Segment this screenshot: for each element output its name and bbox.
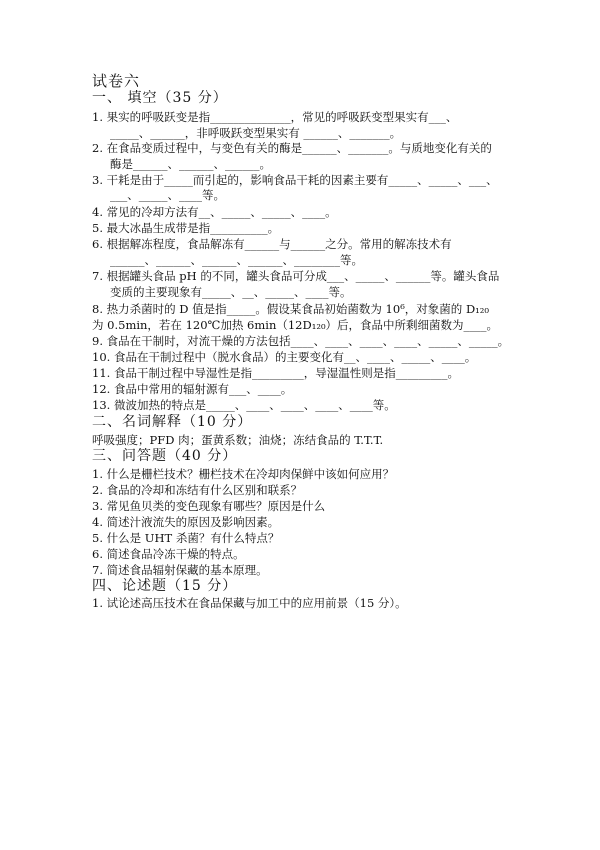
- question-line: 11. 食品干制过程中导湿性是指_________，导湿温性则是指_________。: [92, 366, 459, 380]
- question-line: _____、______，非呼吸跃变型果实有 ______、_______。: [110, 126, 402, 140]
- section-heading-fill-blank: 一、 填空（35 分）: [92, 90, 228, 106]
- question-line: 酶是______、______、______。: [110, 157, 271, 171]
- question-line: 1. 试论述高压技术在食品保藏与加工中的应用前景（15 分）。: [92, 596, 407, 610]
- question-line: 1. 果实的呼吸跃变是指______________，常见的呼吸跃变型果实有___、: [92, 110, 458, 124]
- question-line: 10. 食品在干制过程中（脱水食品）的主要变化有__、____、_____、____。: [92, 350, 477, 364]
- question-line: 1. 什么是栅栏技术？栅栏技术在冷却肉保鲜中该如何应用？: [92, 467, 395, 481]
- question-line: ______、______、______、______、________等。: [110, 253, 363, 267]
- question-line: 9. 食品在干制时，对流干燥的方法包括____、____、____、____、_____、_____。: [92, 334, 510, 348]
- exam-title: 试卷六: [92, 72, 141, 90]
- question-line: 13. 微波加热的特点是_____、____、____、____、____等。: [92, 398, 396, 412]
- question-line: 8. 热力杀菌时的 D 值是指_____。假设某食品初始菌数为 10⁶，对象菌的 D₁₂₀: [92, 302, 490, 316]
- section-heading-short-answer: 三、问答题（40 分）: [92, 448, 238, 464]
- question-line: 3. 常见鱼贝类的变色现象有哪些？原因是什么: [92, 499, 326, 513]
- question-line: 3. 干耗是由于_____而引起的，影响食品干耗的因素主要有_____、_____、___、: [92, 173, 498, 187]
- question-line: 2. 食品的冷却和冻结有什么区别和联系？: [92, 483, 303, 497]
- question-line: ___、_____、____等。: [110, 188, 225, 202]
- question-line: 4. 常见的冷却方法有__、_____、_____、____。: [92, 205, 337, 219]
- question-line: 6. 根据解冻程度，食品解冻有______与______之分。常用的解冻技术有: [92, 237, 452, 251]
- section-heading-terms: 二、名词解释（10 分）: [92, 414, 253, 430]
- question-line: 4. 简述汁液流失的原因及影响因素。: [92, 515, 280, 529]
- question-line: 5. 最大冰晶生成带是指__________。: [92, 221, 280, 235]
- question-line: 变质的主要现象有_____、__、_____、____等。: [110, 285, 352, 299]
- question-line: 6. 简述食品冷冻干燥的特点。: [92, 547, 245, 561]
- term-list: 呼吸强度；PFD 肉；蛋黄系数；油烧；冻结食品的 T.T.T.: [92, 433, 384, 447]
- section-heading-essay: 四、论述题（15 分）: [92, 578, 238, 594]
- question-line: 7. 简述食品辐射保藏的基本原理。: [92, 563, 268, 577]
- question-line: 12. 食品中常用的辐射源有___、____。: [92, 382, 293, 396]
- question-line: 7. 根据罐头食品 pH 的不同，罐头食品可分成___、_____、______等。罐头食品: [92, 269, 500, 283]
- question-line: 2. 在食品变质过程中，与变色有关的酶是______、_______。与质地变化有关的: [92, 141, 492, 155]
- question-line: 为 0.5min，若在 120℃加热 6min（12D₁₂₀）后，食品中所剩细菌数为____。: [92, 318, 499, 332]
- question-line: 5. 什么是 UHT 杀菌？有什么特点？: [92, 531, 280, 545]
